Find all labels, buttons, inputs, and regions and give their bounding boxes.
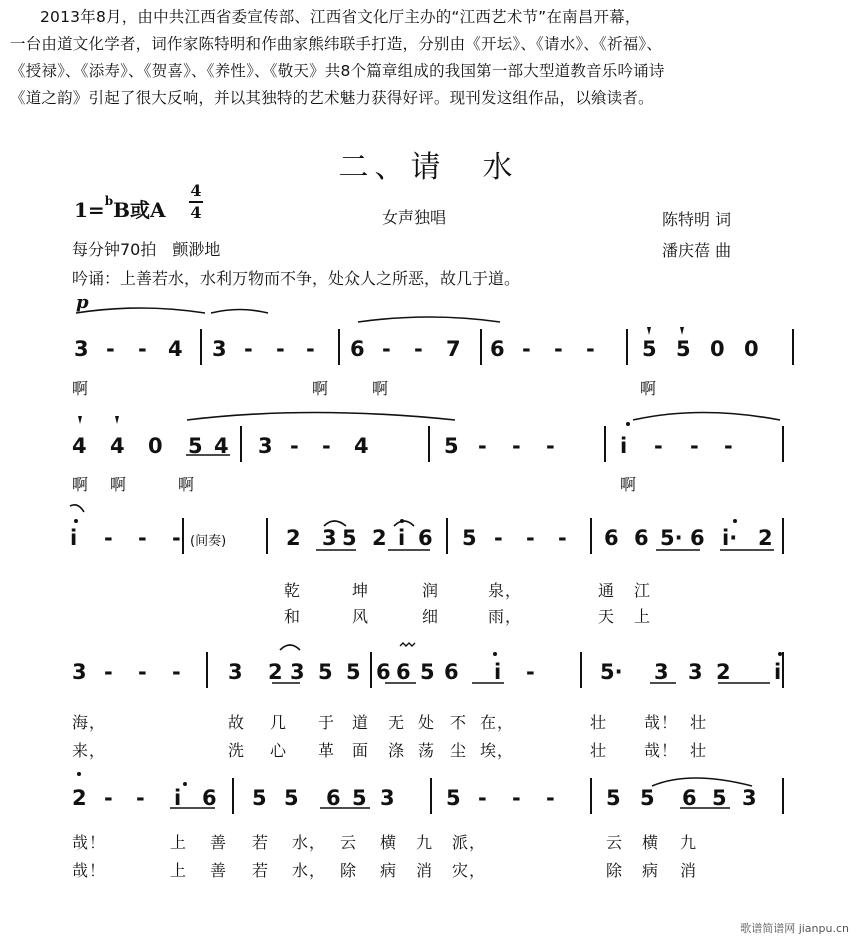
dash-note: - (104, 786, 113, 810)
mordent (400, 643, 415, 646)
jianpu-note: 3 (688, 660, 703, 684)
jianpu-note: 3 (72, 660, 87, 684)
jianpu-note: 3 (654, 660, 669, 684)
jianpu-note: 5 (252, 786, 267, 810)
lyric-syllable: 于 (318, 713, 336, 732)
jianpu-note: 2 (758, 526, 773, 550)
lyric-syllable: 消 (680, 861, 698, 880)
slur (211, 310, 268, 314)
jianpu-note: 5· (660, 526, 683, 550)
jianpu-note: 4 (354, 434, 369, 458)
jianpu-note: i (70, 526, 78, 550)
lyric-syllable: 上 (170, 861, 188, 880)
slur (633, 413, 780, 421)
lyric-syllable: 处 (418, 713, 436, 732)
dash-note: - (478, 786, 487, 810)
lyric-syllable: 和 (284, 607, 302, 626)
dash-note: - (136, 786, 145, 810)
dash-note: - (512, 434, 521, 458)
lyric-syllable: 啊 (178, 475, 196, 494)
dash-note: - (138, 660, 147, 684)
jianpu-note: 2 (72, 786, 87, 810)
dynamic-marking: p (76, 292, 89, 313)
jianpu-note: 6 (490, 337, 505, 361)
dash-note: - (512, 786, 521, 810)
dash-note: - (244, 337, 253, 361)
jianpu-note: 3 (742, 786, 757, 810)
jianpu-note: 4 (72, 434, 87, 458)
lyric-syllable: 云 (606, 833, 624, 852)
interlude-marking: (间奏) (190, 534, 227, 549)
lyric-syllable: 道 (352, 713, 370, 732)
jianpu-note: 5 (342, 526, 357, 550)
lyric-syllable: 尘 (450, 741, 468, 760)
slur (76, 308, 205, 313)
jianpu-note: 4 (110, 434, 125, 458)
jianpu-note: 5 (420, 660, 435, 684)
jianpu-note: 3 (290, 660, 305, 684)
slur (280, 645, 300, 650)
lyric-syllable: 壮 (590, 741, 608, 760)
lyric-syllable: 若 (252, 833, 270, 852)
lyric-syllable: 天 (598, 607, 616, 626)
lyric-syllable: 壮 (590, 713, 608, 732)
lyric-syllable: 哉！ (72, 833, 107, 852)
lyric-syllable: 洗 (228, 741, 246, 760)
lyric-syllable: 润 (422, 581, 440, 600)
lyric-syllable: 无 (388, 713, 406, 732)
lyric-syllable: 水， (292, 861, 327, 880)
dash-note: - (526, 660, 535, 684)
jianpu-note: 5· (600, 660, 623, 684)
jianpu-note: 6 (350, 337, 365, 361)
jianpu-note: 6 (202, 786, 217, 810)
staccato (680, 327, 684, 335)
jianpu-note: 5 (284, 786, 299, 810)
slur (358, 317, 500, 322)
lyric-syllable: 哉！ (644, 713, 679, 732)
dash-note: - (306, 337, 315, 361)
dash-note: - (138, 526, 147, 550)
jianpu-note: i (494, 660, 502, 684)
lyric-syllable: 善 (210, 833, 228, 852)
lyric-syllable: 灾， (452, 861, 487, 880)
lyric-syllable: 水， (292, 833, 327, 852)
dash-note: - (104, 526, 113, 550)
jianpu-note: 7 (446, 337, 461, 361)
dash-note: - (526, 526, 535, 550)
jianpu-note: 6 (376, 660, 391, 684)
lyric-syllable: 通 (598, 581, 616, 600)
slur (187, 413, 455, 421)
jianpu-note: 6 (418, 526, 433, 550)
lyric-syllable: 啊 (372, 379, 390, 398)
lyric-syllable: 革 (318, 741, 336, 760)
lyric-syllable: 几 (270, 713, 288, 732)
lyric-syllable: 派， (452, 833, 487, 852)
lyric-syllable: 啊 (620, 475, 638, 494)
jianpu-note: i (774, 660, 782, 684)
lyric-syllable: 病 (380, 861, 398, 880)
lyric-syllable: 啊 (72, 475, 90, 494)
watermark: 歌谱简谱网 jianpu.cn (740, 922, 849, 935)
dash-note: - (546, 786, 555, 810)
dash-note: - (690, 434, 699, 458)
dash-note: - (290, 434, 299, 458)
lyric-syllable: 泉， (488, 581, 523, 600)
octave-dots (74, 422, 782, 786)
dash-note: - (276, 337, 285, 361)
dash-note: - (654, 434, 663, 458)
jianpu-note: 2 (372, 526, 387, 550)
jianpu-note: 0 (744, 337, 759, 361)
dash-note: - (382, 337, 391, 361)
slur (394, 521, 414, 526)
slur (324, 521, 346, 526)
dash-note: - (414, 337, 423, 361)
dash-note: - (724, 434, 733, 458)
lyric-syllable: 埃， (480, 741, 515, 760)
jianpu-note: 5 (346, 660, 361, 684)
jianpu-note: 2 (286, 526, 301, 550)
lyric-syllable: 除 (340, 861, 358, 880)
lyric-syllable: 若 (252, 861, 270, 880)
tempo-marking: 每分钟70拍 颤渺地 (72, 240, 221, 259)
song-title: 二、请 水 (338, 150, 519, 185)
lyric-syllable: 涤 (388, 741, 406, 760)
dash-note: - (138, 337, 147, 361)
jianpu-note: 3 (212, 337, 227, 361)
lyric-syllable: 不 (450, 713, 468, 732)
jianpu-note: i· (722, 526, 738, 550)
jianpu-note: 3 (322, 526, 337, 550)
flat-sign: b (104, 194, 114, 209)
time-top: 4 (190, 181, 202, 200)
jianpu-note: 6 (326, 786, 341, 810)
lyric-syllable: 消 (416, 861, 434, 880)
lyric-syllable: 哉！ (72, 861, 107, 880)
staccato (78, 416, 82, 424)
jianpu-note: 3 (258, 434, 273, 458)
lyric-syllable: 荡 (418, 741, 436, 760)
jianpu-note: 5 (640, 786, 655, 810)
dash-note: - (558, 526, 567, 550)
jianpu-note: i (174, 786, 182, 810)
staccato (647, 327, 651, 335)
lyric-syllable: 横 (380, 833, 398, 852)
jianpu-note: 5 (642, 337, 657, 361)
lyric-syllable: 哉！ (644, 741, 679, 760)
jianpu-note: 4 (168, 337, 183, 361)
beam-lines (170, 455, 774, 808)
dash-note: - (104, 660, 113, 684)
lyric-syllable: 壮 (690, 741, 708, 760)
lyric-syllable: 九 (680, 833, 698, 852)
lyric-syllable: 来， (72, 741, 107, 760)
jianpu-note: 5 (188, 434, 203, 458)
dash-note: - (586, 337, 595, 361)
lyric-syllable: 在， (480, 713, 515, 732)
slur (652, 778, 752, 786)
dash-note: - (554, 337, 563, 361)
lyric-syllable: 云 (340, 833, 358, 852)
lyric-syllable: 啊 (110, 475, 128, 494)
intro-line: 《授禄》、《添寿》、《贺喜》、《养性》、《敬天》共8个篇章组成的我国第一部大型道教音乐吟诵诗 (10, 62, 665, 80)
lyric-syllable: 细 (422, 607, 440, 626)
jianpu-note: 5 (352, 786, 367, 810)
key-prefix: 1= (74, 198, 105, 222)
jianpu-note: 4 (214, 434, 229, 458)
lyric-syllable: 故 (228, 713, 246, 732)
dash-note: - (522, 337, 531, 361)
jianpu-note: 0 (710, 337, 725, 361)
lyric-syllable: 啊 (72, 379, 90, 398)
dash-note: - (106, 337, 115, 361)
dash-note: - (546, 434, 555, 458)
lyric-syllable: 啊 (312, 379, 330, 398)
lyric-syllable: 横 (642, 833, 660, 852)
jianpu-note: 5 (676, 337, 691, 361)
jianpu-note: 5 (446, 786, 461, 810)
slur (70, 505, 84, 512)
lyric-syllable: 啊 (640, 379, 658, 398)
jianpu-note: 5 (462, 526, 477, 550)
lyric-syllable: 病 (642, 861, 660, 880)
lyric-syllable: 乾 (284, 581, 302, 600)
dash-note: - (478, 434, 487, 458)
recitation: 吟诵：上善若水，水利万物而不争，处众人之所恶，故几于道。 (72, 269, 521, 288)
jianpu-note: 6 (690, 526, 705, 550)
lyric-syllable: 除 (606, 861, 624, 880)
time-bottom: 4 (190, 202, 202, 222)
jianpu-note: 3 (74, 337, 89, 361)
lyric-syllable: 壮 (690, 713, 708, 732)
lyric-syllable: 海， (72, 713, 107, 732)
jianpu-note: 5 (606, 786, 621, 810)
dash-note: - (322, 434, 331, 458)
dash-note: - (172, 660, 181, 684)
performance-type: 女声独唱 (382, 208, 447, 227)
lyric-syllable: 坤 (352, 581, 370, 600)
jianpu-note: 0 (148, 434, 163, 458)
lyric-syllable: 上 (634, 607, 652, 626)
jianpu-note: 2 (716, 660, 731, 684)
intro-line: 2013年8月，由中共江西省委宣传部、江西省文化厅主办的“江西艺术节”在南昌开幕， (40, 8, 641, 26)
jianpu-note: i (620, 434, 628, 458)
intro-line: 一台由道文化学者，词作家陈特明和作曲家熊纬联手打造，分别由《开坛》、《请水》、《祈福》、 (10, 35, 663, 53)
lyric-syllable: 善 (210, 861, 228, 880)
staccato (115, 416, 119, 424)
lyric-syllable: 江 (634, 581, 652, 600)
lyric-syllable: 雨， (488, 607, 523, 626)
lyric-syllable: 九 (416, 833, 434, 852)
jianpu-note: 2 (268, 660, 283, 684)
lyric-syllable: 面 (352, 741, 370, 760)
lyric-syllable: 风 (352, 607, 370, 626)
jianpu-note: 6 (634, 526, 649, 550)
jianpu-note: 5 (444, 434, 459, 458)
key-rest: B或A (113, 198, 166, 222)
lyricist: 陈特明 词 (662, 210, 732, 229)
jianpu-note: 6 (604, 526, 619, 550)
jianpu-note: 6 (396, 660, 411, 684)
composer: 潘庆蓓 曲 (662, 241, 732, 260)
jianpu-note: 5 (712, 786, 727, 810)
dash-note: - (172, 526, 181, 550)
jianpu-note: 6 (444, 660, 459, 684)
lyric-syllable: 心 (270, 741, 288, 760)
intro-line: 《道之韵》引起了很大反响，并以其独特的艺术魅力获得好评。现刊发这组作品，以飨读者。 (10, 89, 654, 107)
jianpu-note: i (398, 526, 406, 550)
dash-note: - (494, 526, 503, 550)
jianpu-note: 5 (318, 660, 333, 684)
jianpu-note: 3 (228, 660, 243, 684)
jianpu-note: 6 (682, 786, 697, 810)
lyric-syllable: 上 (170, 833, 188, 852)
jianpu-note: 3 (380, 786, 395, 810)
